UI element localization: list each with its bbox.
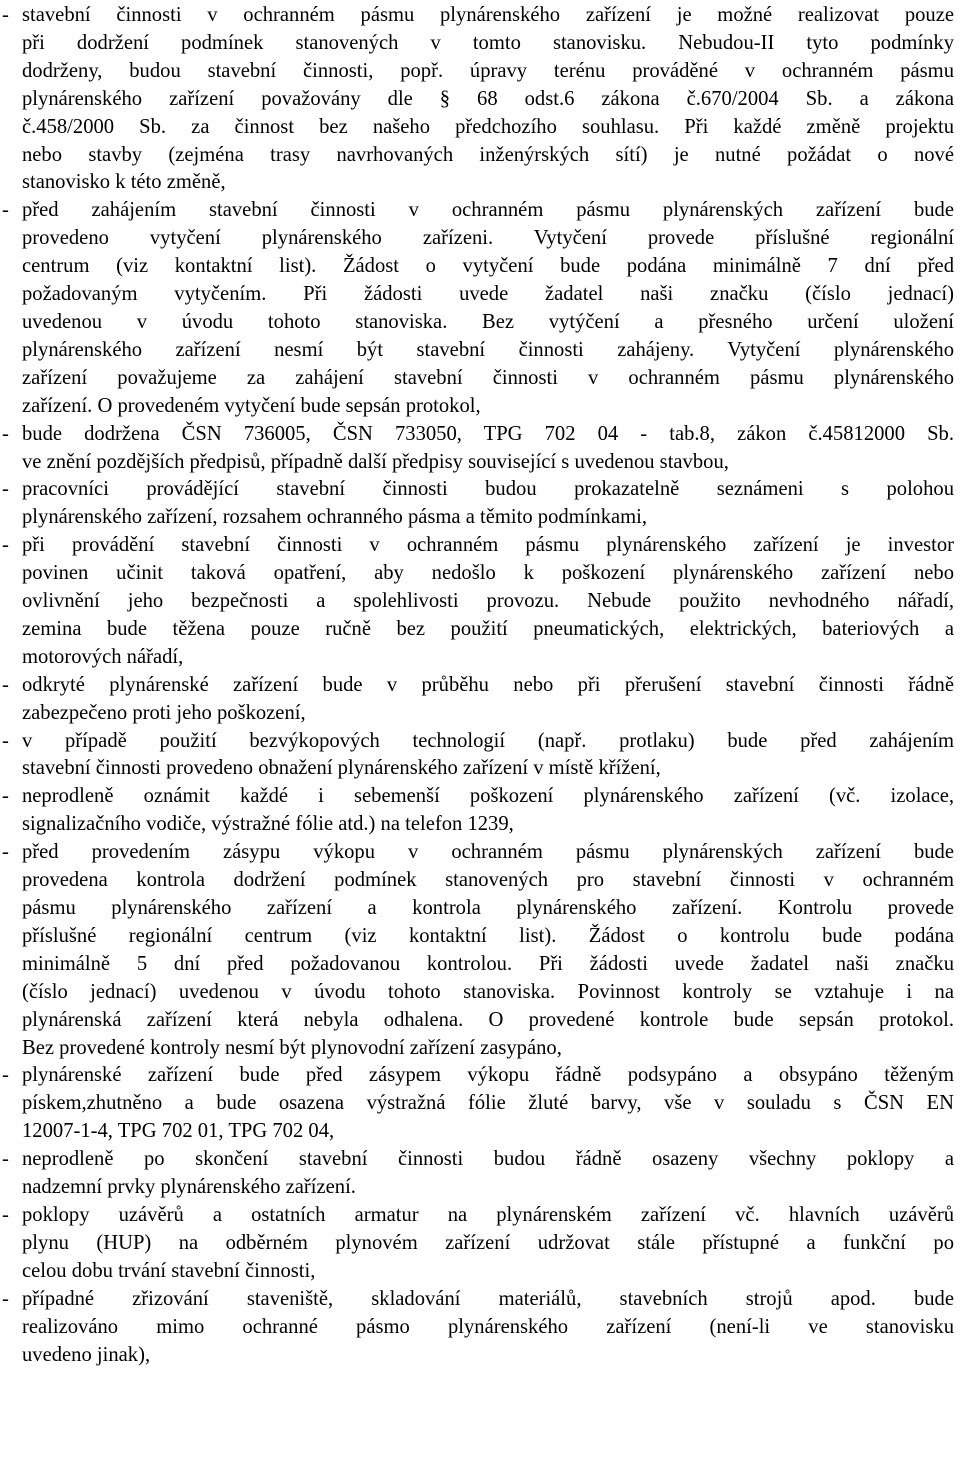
text-line: ve znění pozdějších předpisů, případně další předpisy související s uvedenou stavbou, [22,450,729,473]
text-line: plynárenská zařízení která nebyla odhalena. O provedené kontrole bude sepsán protokol. [22,1008,954,1031]
condition-text [22,1146,954,1202]
condition-item [2,532,954,672]
condition-text [22,2,954,197]
text-line: uvedeno jinak), [22,1343,151,1366]
text-line: pásmu plynárenského zařízení a kontrola plynárenského zařízení. Kontrolu provede [22,897,954,919]
list-dash: - [2,1064,9,1087]
text-line: neprodleně oznámit každé i sebemenší poškození plynárenského zařízení (vč. izolace, [22,785,954,808]
list-dash: - [2,1148,9,1171]
text-line: plynárenského zařízení nesmí být stavební činnosti zahájeny. Vytyčení plynárenského [22,338,954,361]
text-line: zemina bude těžena pouze ručně bez použití pneumatických, elektrických, bateriových a [22,617,954,640]
condition-item [2,476,954,532]
condition-item [2,1286,954,1370]
text-line: motorových nářadí, [22,645,184,668]
condition-item [2,421,954,477]
text-line: zařízení považujeme za zahájení stavební činnosti v ochranném pásmu plynárenského [22,366,954,389]
list-dash: - [2,841,9,864]
condition-item [2,1146,954,1202]
list-dash: - [2,478,9,501]
condition-text [22,1286,954,1370]
text-line: stavební činnosti v ochranném pásmu plynárenského zařízení je možné realizovat pouze [22,4,954,26]
condition-item [2,672,954,728]
condition-item [2,728,954,784]
text-line: plynárenského zařízení, rozsahem ochranného pásma a těmito podmínkami, [22,506,648,529]
condition-item [2,839,954,1062]
condition-text [22,1202,954,1286]
text-line: v případě použití bezvýkopových technologií (např. protlaku) bude před zahájením [22,729,954,752]
text-line: před zahájením stavební činnosti v ochranném pásmu plynárenských zařízení bude [22,199,954,222]
text-line: stanovisko k této změně, [22,171,226,194]
text-line: při provádění stavební činnosti v ochranném pásmu plynárenského zařízení je investor [22,534,954,557]
text-line: centrum (viz kontaktní list). Žádost o vytyčení bude podána minimálně 7 dní před [22,255,954,278]
text-line: signalizačního vodiče, výstražné fólie atd.) na telefon 1239, [22,813,514,836]
text-line: ovlivnění jeho bezpečnosti a spolehlivosti provozu. Nebude použito nevhodného nářadí, [22,590,954,613]
condition-text [22,476,954,532]
text-line: č.458/2000 Sb. za činnost bez našeho předchozího souhlasu. Při každé změně projektu [22,115,954,138]
text-line: dodrženy, budou stavební činnosti, popř. úpravy terénu prováděné v ochranném pásmu [22,59,954,82]
text-line: povinen učinit taková opatření, aby nedošlo k poškození plynárenského zařízení nebo [22,562,954,585]
condition-text [22,421,954,477]
condition-text [22,839,954,1062]
text-line: zabezpečeno proti jeho poškození, [22,701,306,724]
text-line: provedeno vytyčení plynárenského zařízeni. Vytyčení provede příslušné regionální [22,227,954,250]
text-line: 12007-1-4, TPG 702 01, TPG 702 04, [22,1120,335,1143]
condition-item [2,197,954,420]
condition-text [22,197,954,420]
text-line: celou dobu trvání stavební činnosti, [22,1259,316,1282]
text-line: požadovaným vytyčením. Při žádosti uvede žadatel naši značku (číslo jednací) [22,283,954,306]
condition-text [22,672,954,728]
text-line: před provedením zásypu výkopu v ochranném pásmu plynárenských zařízení bude [22,841,954,864]
list-dash: - [2,534,9,557]
text-line: příslušné regionální centrum (viz kontaktní list). Žádost o kontrolu bude podána [22,924,954,947]
list-dash: - [2,199,9,222]
text-line: realizováno mimo ochranné pásmo plynárenského zařízení (není-li ve stanovisku [22,1315,954,1338]
list-dash: - [2,729,9,752]
condition-item [2,1062,954,1146]
list-dash: - [2,1287,9,1310]
list-dash: - [2,673,9,696]
text-line: nebo stavby (zejména trasy navrhovaných inženýrských sítí) je nutné požádat o nové [22,143,954,166]
text-line: uvedenou v úvodu tohoto stanoviska. Bez vytýčení a přesného určení uložení [22,310,954,333]
text-line: provedena kontrola dodržení podmínek stanovených pro stavební činnosti v ochranném [22,869,954,892]
text-line: případné zřizování staveniště, skladování materiálů, stavebních strojů apod. bude [22,1287,954,1310]
list-dash: - [2,1203,9,1226]
text-line: odkryté plynárenské zařízení bude v průběhu nebo při přerušení stavební činnosti řádně [22,673,954,696]
text-line: plynárenské zařízení bude před zásypem výkopu řádně podsypáno a obsypáno těženým [22,1064,954,1087]
text-line: při dodržení podmínek stanovených v tomto stanovisku. Nebudou-II tyto podmínky [22,31,954,54]
condition-item [2,1202,954,1286]
text-line: nadzemní prvky plynárenského zařízení. [22,1176,356,1199]
text-line: pracovníci provádějící stavební činnosti budou prokazatelně seznámeni s polohou [22,478,954,501]
condition-text [22,728,954,784]
text-line: plynárenského zařízení považovány dle § 68 odst.6 zákona č.670/2004 Sb. a zákona [22,87,954,110]
list-dash: - [2,785,9,808]
text-line: Bez provedené kontroly nesmí být plynovodní zařízení zasypáno, [22,1036,562,1059]
text-line: neprodleně po skončení stavební činnosti budou řádně osazeny všechny poklopy a [22,1148,954,1171]
text-line: (číslo jednací) uvedenou v úvodu tohoto stanoviska. Povinnost kontroly se vztahuje i na [22,980,954,1003]
condition-text [22,1062,954,1146]
text-line: plynu (HUP) na odběrném plynovém zařízení udržovat stále přístupné a funkční po [22,1231,954,1254]
condition-text [22,532,954,672]
condition-item [2,783,954,839]
text-line: pískem,zhutněno a bude osazena výstražná fólie žluté barvy, vše v souladu s ČSN EN [22,1092,954,1115]
condition-item [2,2,954,197]
text-line: stavební činnosti provedeno obnažení plynárenského zařízení v místě křížení, [22,757,661,780]
list-dash: - [2,422,9,445]
text-line: zařízení. O provedeném vytyčení bude sepsán protokol, [22,394,481,417]
condition-text [22,783,954,839]
text-line: poklopy uzávěrů a ostatních armatur na plynárenském zařízení vč. hlavních uzávěrů [22,1203,954,1226]
list-dash: - [2,4,9,26]
text-line: bude dodržena ČSN 736005, ČSN 733050, TPG 702 04 - tab.8, zákon č.45812000 Sb. [22,422,954,445]
text-line: minimálně 5 dní před požadovanou kontrolou. Při žádosti uvede žadatel naši značku [22,952,954,975]
